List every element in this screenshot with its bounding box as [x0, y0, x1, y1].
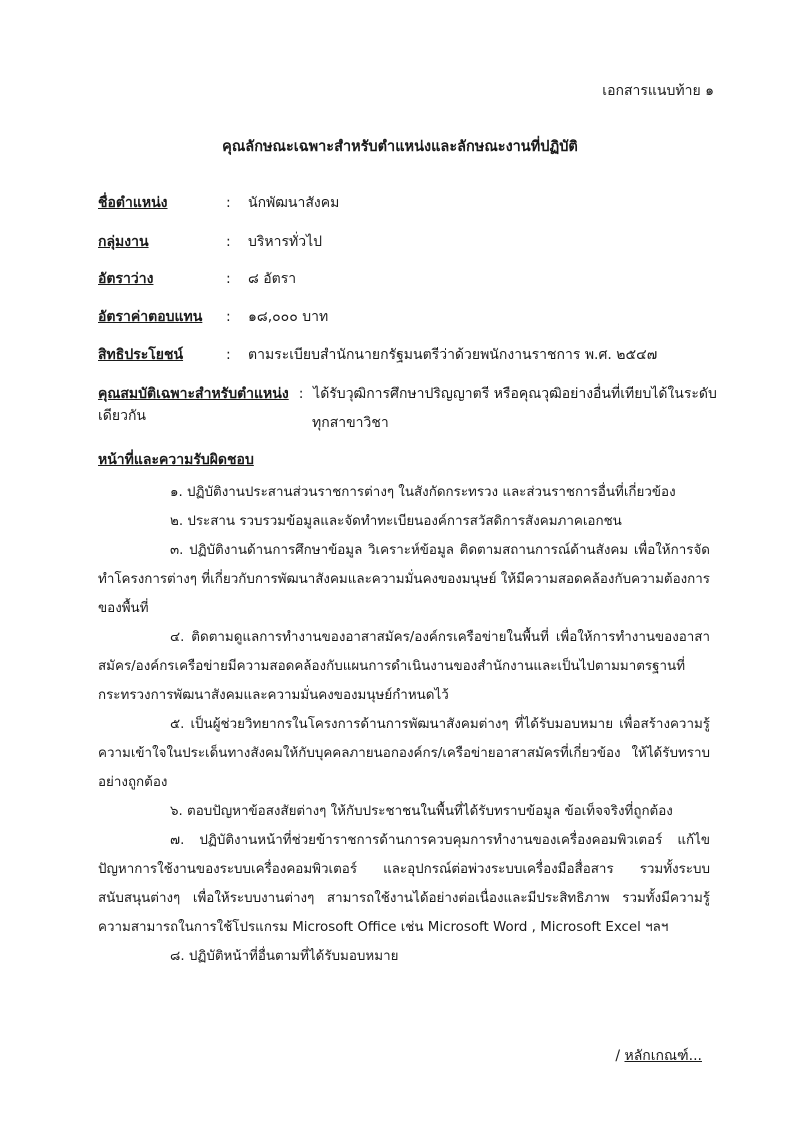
field-value: ตามระเบียบสำนักนายกรัฐมนตรีว่าด้วยพนักงานราชการ พ.ศ. ๒๕๔๗ [248, 347, 658, 363]
field-value: ๘ อัตรา [248, 271, 297, 287]
field-value: บริหารทั่วไป [248, 234, 323, 250]
field-value: นักพัฒนาสังคม [248, 195, 340, 211]
duty-item: ๓. ปฏิบัติงานด้านการศึกษาข้อมูล วิเคราะห์ข้อมูล ติดตามสถานการณ์ด้านสังคม เพื่อให้การจัดทำโครงการต่างๆ ที่เกี่ยวกับการพัฒนาสังคมและความมั่นคงของมนุษย์ ให้มีความสอดคล้องกับความต้องการของพื้นที่ [98, 543, 710, 616]
annex-label: เอกสารแนบท้าย ๑ [602, 83, 714, 99]
duty-item: ๘. ปฏิบัติหน้าที่อื่นตามที่ได้รับมอบหมาย [170, 949, 399, 964]
field-label: กลุ่มงาน [98, 234, 149, 250]
duties-list [98, 478, 710, 971]
continuation-slash: / [615, 1048, 621, 1064]
field-colon: : [226, 271, 231, 287]
qualification-value-line1: ได้รับวุฒิการศึกษาปริญญาตรี หรือคุณวุฒิอย่างอื่นที่เทียบได้ในระดับเดียวกัน [98, 386, 717, 424]
field-position-name [98, 192, 339, 214]
field-label: สิทธิประโยชน์ [98, 347, 184, 363]
field-compensation [98, 306, 328, 328]
page-continuation [615, 1045, 702, 1067]
field-benefits [98, 344, 657, 366]
duty-item: ๒. ประสาน รวบรวมข้อมูลและจัดทำทะเบียนองค์การสวัสดิการสังคมภาคเอกชน [170, 514, 622, 529]
duty-item: ๖. ตอบปัญหาข้อสงสัยต่างๆ ให้กับประชาชนในพื้นที่ได้รับทราบข้อมูล ข้อเท็จจริงที่ถูกต้อง [170, 804, 673, 819]
field-value: ๑๘,๐๐๐ บาท [248, 309, 329, 325]
qualification-value-line2: ทุกสาขาวิชา [312, 415, 389, 431]
continuation-text: หลักเกณฑ์... [624, 1048, 702, 1064]
duty-item: ๑. ปฏิบัติงานประสานส่วนราชการต่างๆ ในสังกัดกระทรวง และส่วนราชการอื่นที่เกี่ยวข้อง [170, 485, 676, 500]
document-title: คุณลักษณะเฉพาะสำหรับตำแหน่งและลักษณะงานที่ปฏิบัติ [222, 139, 578, 155]
duties-heading: หน้าที่และความรับผิดชอบ [98, 452, 254, 468]
qualification-label: คุณสมบัติเฉพาะสำหรับตำแหน่ง [98, 386, 289, 402]
field-colon: : [226, 347, 231, 363]
field-vacancies [98, 268, 296, 290]
field-label: อัตราว่าง [98, 271, 154, 287]
field-label: อัตราค่าตอบแทน [98, 309, 203, 325]
duty-item: ๗. ปฏิบัติงานหน้าที่ช่วยข้าราชการด้านการควบคุมการทำงานของเครื่องคอมพิวเตอร์ แก้ไขปัญหาการใช้งานของระบบเครื่องคอมพิวเตอร์ และอุปกรณ์ต่อพ่วงระบบเครื่องมือสื่อสาร รวมทั้งระบบสนับสนุนต่างๆ เพื่อให้ระบบงานต่างๆ สามารถใช้งานได้อย่างต่อเนื่องและมีประสิทธิภาพ รวมทั้งมีความรู้ ความสามารถในการใช้โปรแกรม Microsoft Office เช่น Microsoft Word , Microsoft Excel ฯลฯ [98, 833, 710, 935]
field-qualification [98, 383, 718, 431]
field-colon: : [226, 234, 231, 250]
field-work-group [98, 231, 322, 253]
field-label: ชื่อตำแหน่ง [98, 195, 168, 211]
field-colon: : [298, 386, 304, 402]
duty-item: ๕. เป็นผู้ช่วยวิทยากรในโครงการด้านการพัฒนาสังคมต่างๆ ที่ได้รับมอบหมาย เพื่อสร้างความรู้ความเข้าใจในประเด็นทางสังคมให้กับบุคคลภายนอกองค์กร/เครือข่ายอาสาสมัครที่เกี่ยวข้อง ให้ได้รับทราบอย่างถูกต้อง [98, 717, 710, 790]
field-colon: : [226, 195, 231, 211]
field-colon: : [226, 309, 231, 325]
duty-item: ๔. ติดตามดูแลการทำงานของอาสาสมัคร/องค์กรเครือข่ายในพื้นที่ เพื่อให้การทำงานของอาสาสมัคร/องค์กรเครือข่ายมีความสอดคล้องกับแผนการดำเนินงานของสำนักงานและเป็นไปตามมาตรฐานที่กระทรวงการพัฒนาสังคมและความมั่นคงของมนุษย์กำหนดไว้ [98, 630, 710, 703]
